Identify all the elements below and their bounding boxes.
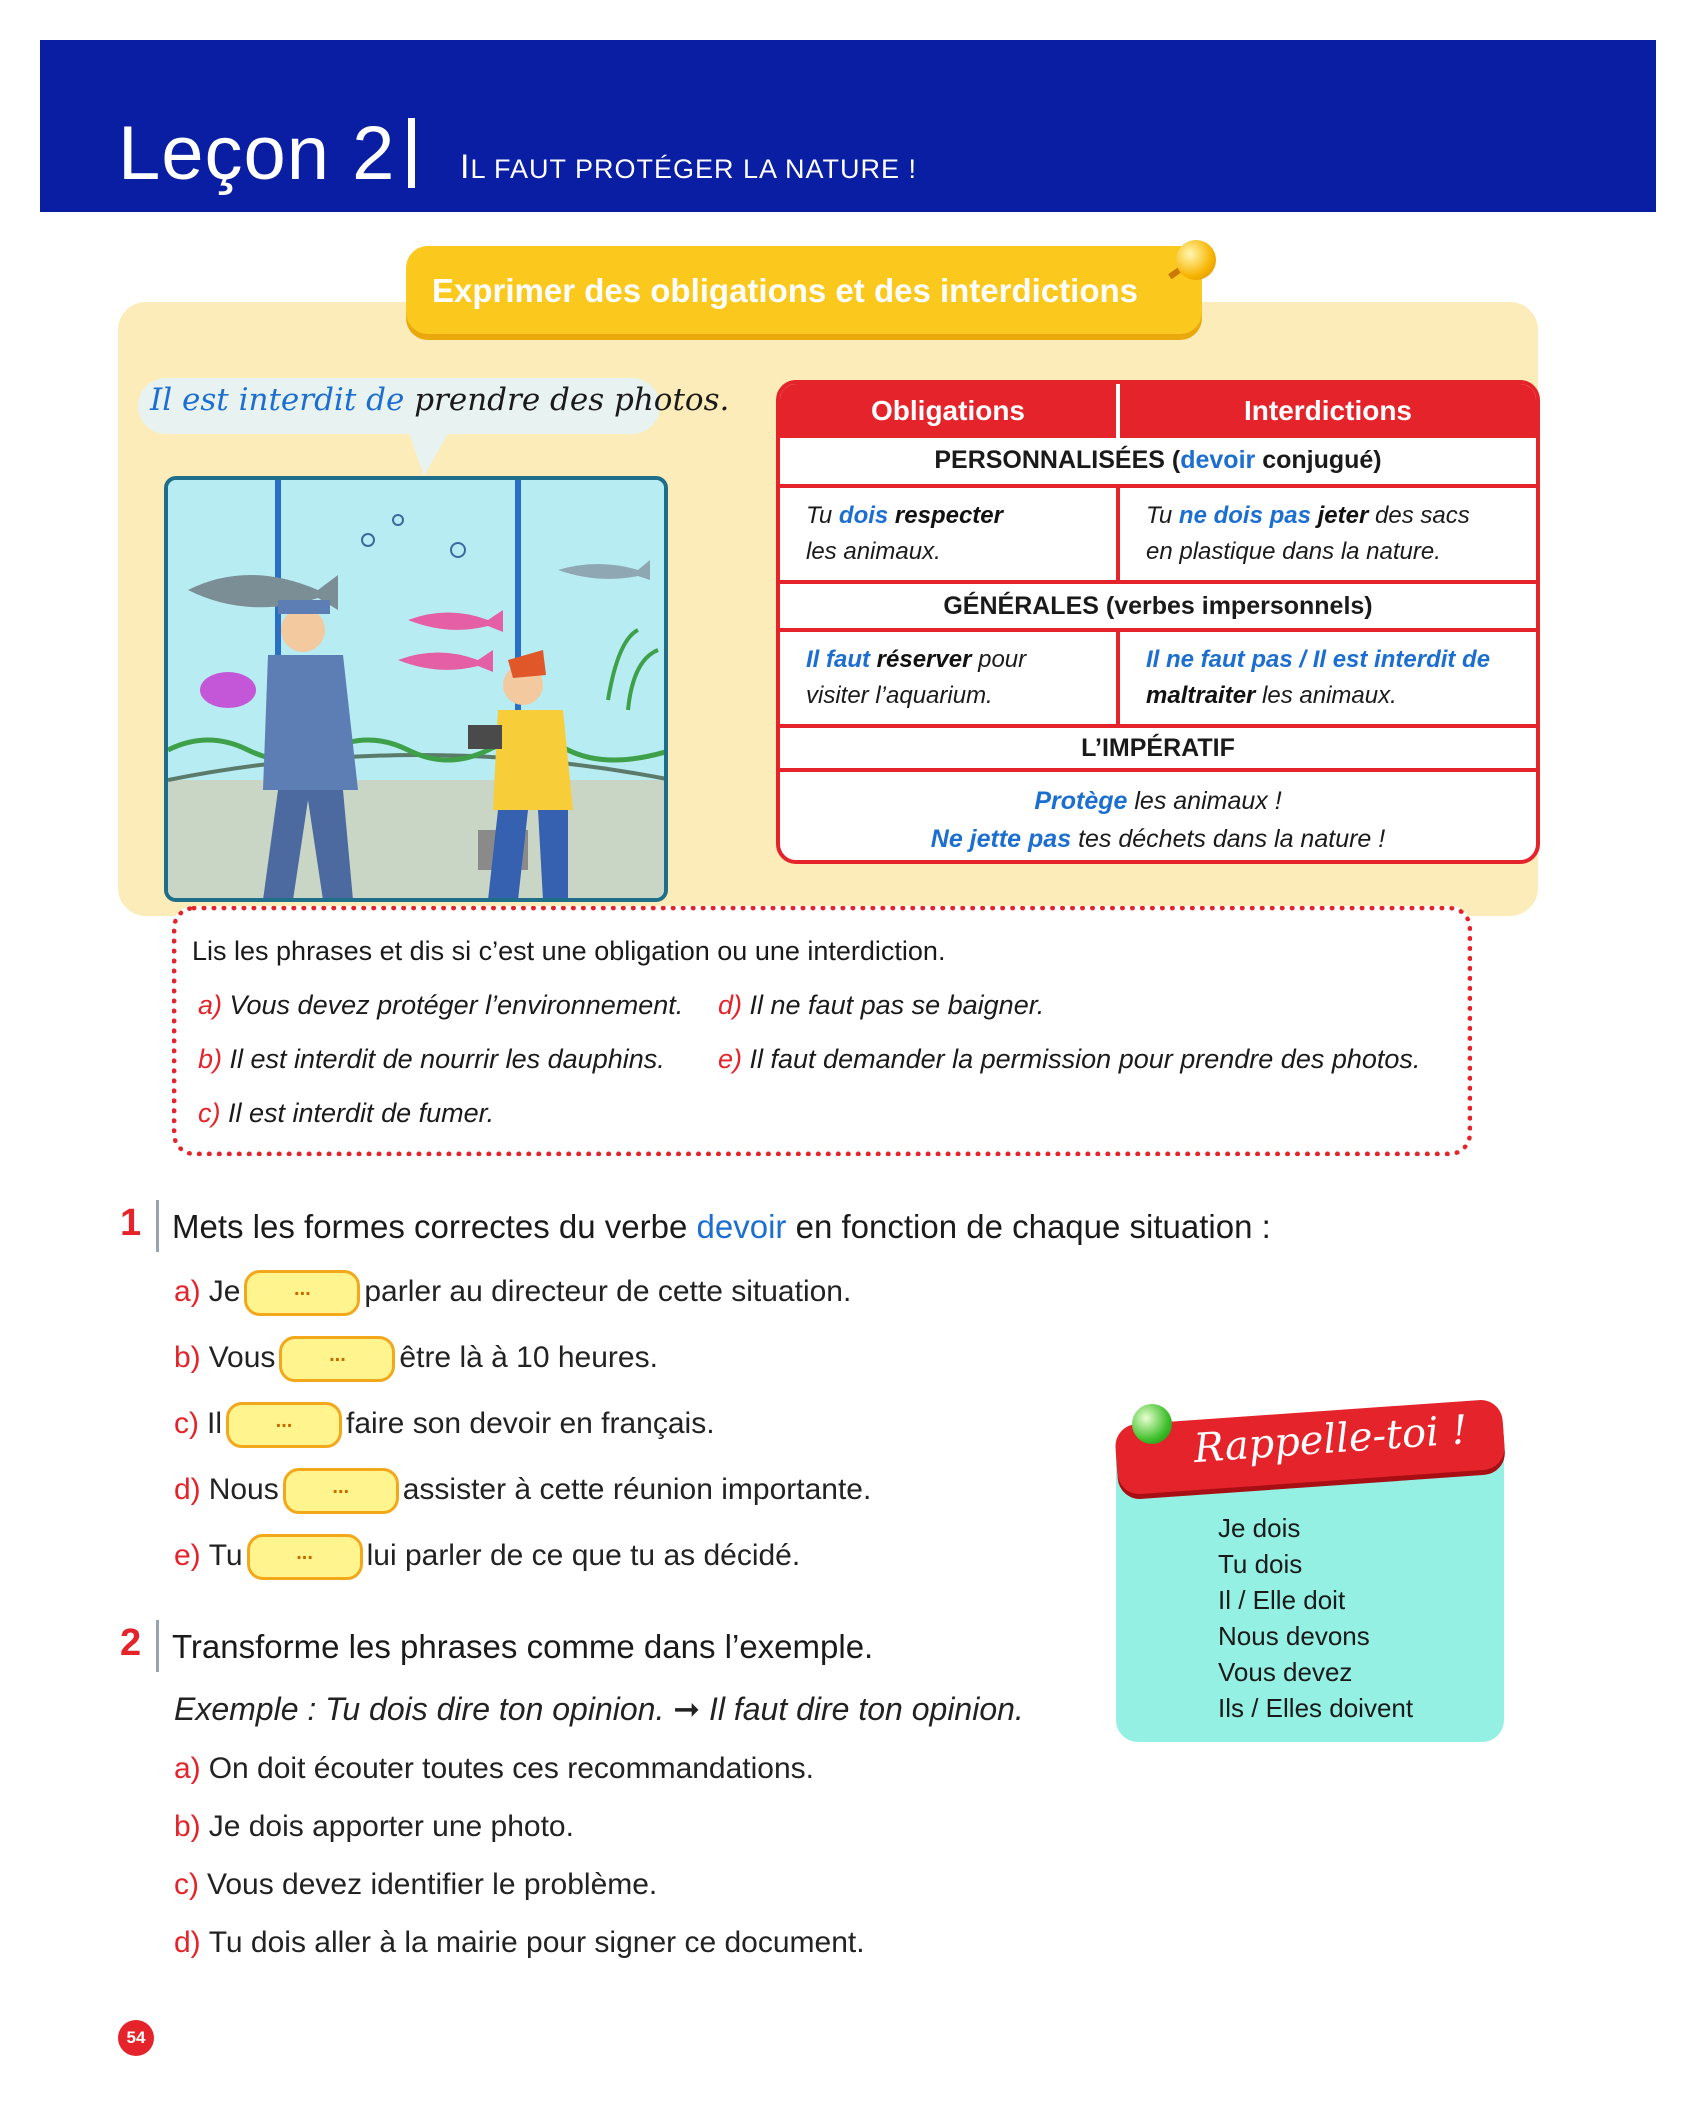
- exercise-2-example: Exemple : Tu dois dire ton opinion. ➞ Il faut dire ton opinion.: [174, 1691, 1024, 1727]
- reading-item: e) Il faut demander la permission pour prendre des photos.: [718, 1044, 1421, 1074]
- exercise-2-item: b) Je dois apporter une photo.: [174, 1810, 574, 1843]
- grammar-title-tab: [406, 246, 1202, 334]
- grammar-title: Exprimer des obligations et des interdictions: [432, 272, 1138, 309]
- cell-imperatif: Protège les animaux ! Ne jette pas tes déchets dans la nature !: [930, 787, 1386, 853]
- yellow-pushpin-icon: [1176, 240, 1216, 280]
- list-item: Je dois: [1218, 1513, 1301, 1543]
- grammar-table: [776, 380, 1540, 864]
- table-row-generales: [780, 632, 1536, 728]
- cell-obligation-2: Il faut réserver pour visiter l’aquarium.: [806, 646, 1027, 709]
- lesson-header-banner: [40, 40, 1656, 212]
- exercise-1-item: b) Vous ... être là à 10 heures.: [174, 1336, 658, 1382]
- guard-head: [281, 608, 325, 652]
- reading-item: d) Il ne faut pas se baigner.: [718, 990, 1045, 1020]
- reading-item: a) Vous devez protéger l’environnement.: [198, 990, 684, 1020]
- band-imperatif: L’IMPÉRATIF: [780, 728, 1536, 772]
- exercise-1-number: 1: [120, 1202, 142, 1244]
- exercise-2-number: 2: [120, 1622, 142, 1664]
- list-item: Ils / Elles doivent: [1218, 1693, 1414, 1723]
- list-item: Tu dois: [1218, 1549, 1303, 1579]
- answer-slot[interactable]: ...: [283, 1468, 399, 1514]
- header-interdictions: Interdictions: [1243, 395, 1412, 426]
- cell-interdiction-2: Il ne faut pas / Il est interdit de maltraiter les animaux.: [1146, 646, 1491, 709]
- aquarium-illustration: [164, 476, 668, 902]
- table-header-row: [780, 384, 1536, 438]
- speech-bubble-text: Il est interdit de prendre des photos.: [150, 382, 730, 418]
- green-pushpin-icon: [1132, 1404, 1172, 1444]
- header-separator: [408, 118, 415, 188]
- exercise-2-item: a) On doit écouter toutes ces recommandations.: [174, 1752, 815, 1785]
- table-row-personnalisees: [780, 488, 1536, 584]
- reading-instruction: Lis les phrases et dis si c’est une obligation ou une interdiction.: [192, 936, 946, 966]
- header-obligations: Obligations: [871, 395, 1025, 426]
- answer-slot[interactable]: ...: [226, 1402, 342, 1448]
- exercise-1-bar: [156, 1200, 159, 1252]
- reminder-conjugation-list: [1218, 1510, 1413, 1726]
- cell-obligation-1: Tu dois respecter les animaux.: [806, 502, 1003, 565]
- table-row-imperatif: [780, 772, 1536, 864]
- speech-bubble-tail: [408, 430, 450, 476]
- answer-slot[interactable]: ...: [247, 1534, 363, 1580]
- exercise-1-item: e) Tu ... lui parler de ce que tu as décidé.: [174, 1534, 800, 1580]
- aquarium-drawing: [168, 480, 668, 902]
- cell-interdiction-1: Tu ne dois pas jeter des sacs en plastique dans la nature.: [1146, 502, 1470, 565]
- reading-item: c) Il est interdit de fumer.: [198, 1098, 495, 1128]
- exercise-2-item: c) Vous devez identifier le problème.: [174, 1868, 658, 1901]
- band-generales: GÉNÉRALES (verbes impersonnels): [780, 584, 1536, 632]
- exercise-1-item: d) Nous ... assister à cette réunion importante.: [174, 1468, 871, 1514]
- exercise-1-item: c) Il ... faire son devoir en français.: [174, 1402, 715, 1448]
- lesson-title: Leçon 2: [118, 111, 396, 196]
- exercise-1-title: Mets les formes correctes du verbe devoir en fonction de chaque situation :: [172, 1208, 1271, 1245]
- band-personnalisees: PERSONNALISÉES (devoir conjugué): [780, 438, 1536, 488]
- list-item: Vous devez: [1218, 1657, 1353, 1687]
- answer-slot[interactable]: ...: [279, 1336, 395, 1382]
- answer-slot[interactable]: ...: [244, 1270, 360, 1316]
- tourist-figure: [493, 710, 573, 810]
- exercise-2-bar: [156, 1620, 159, 1672]
- reminder-title: Rappelle-toi !: [1192, 1407, 1470, 1473]
- reading-item: b) Il est interdit de nourrir les dauphins.: [198, 1044, 665, 1074]
- list-item: Il / Elle doit: [1218, 1585, 1346, 1615]
- page-number: 54: [118, 2020, 154, 2056]
- guard-figure: [263, 655, 358, 790]
- purple-fish-icon: [200, 672, 256, 708]
- exercise-2-title: Transforme les phrases comme dans l’exemple.: [172, 1628, 874, 1665]
- exercise-2-item: d) Tu dois aller à la mairie pour signer ce document.: [174, 1926, 865, 1959]
- camera-icon: [468, 725, 502, 749]
- list-item: Nous devons: [1218, 1621, 1370, 1651]
- exercise-1-item: a) Je ... parler au directeur de cette situation.: [174, 1270, 851, 1316]
- lesson-subtitle: IL FAUT PROTÉGER LA NATURE !: [460, 148, 918, 186]
